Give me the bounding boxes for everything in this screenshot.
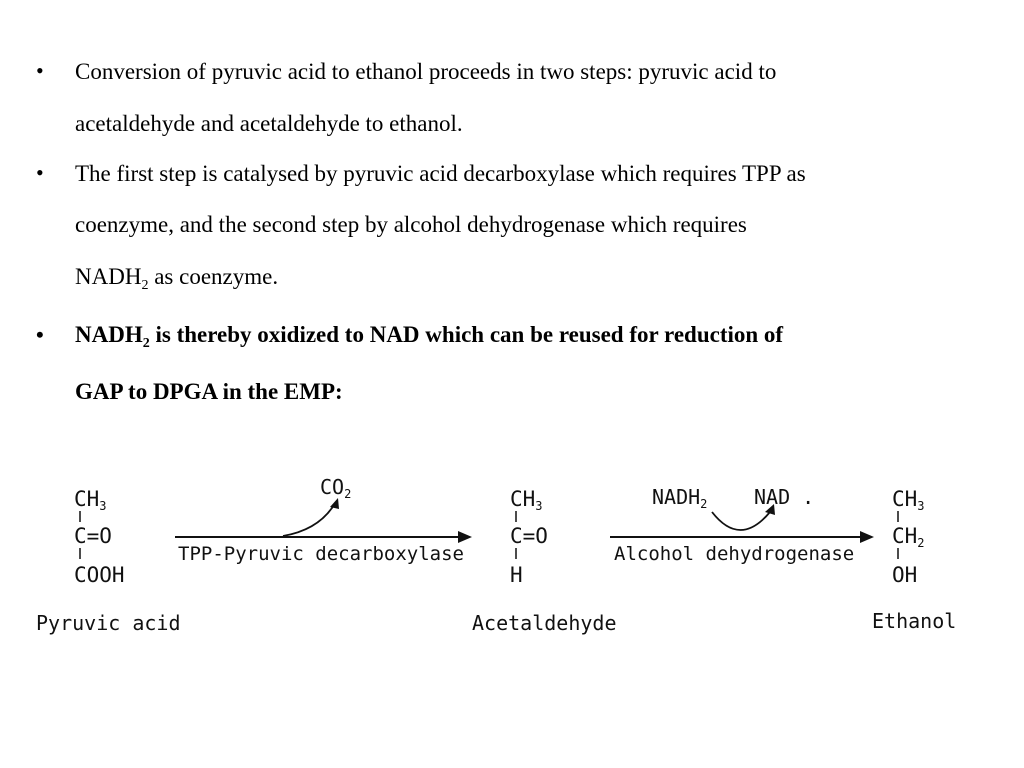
ethanol-structure bbox=[872, 487, 956, 633]
svg-text:H: H bbox=[510, 563, 523, 587]
svg-text:COOH: COOH bbox=[74, 563, 125, 587]
bullet-3-line-2: GAP to DPGA in the EMP: bbox=[75, 379, 343, 404]
acetaldehyde-label: Acetaldehyde bbox=[472, 611, 617, 635]
dehydrogenase-arrow bbox=[610, 485, 874, 565]
bullet-3-line-1: $NADH_2$ is thereby oxidized to NAD which can be reused for reduction of bbox=[75, 322, 784, 351]
bullet-marker: • bbox=[36, 58, 44, 83]
bullet-1-line-1: Conversion of pyruvic acid to ethanol proceeds in two steps: pyruvic acid to bbox=[75, 59, 777, 84]
bullet-2-line-1: The first step is catalysed by pyruvic acid decarboxylase which requires TPP as bbox=[75, 161, 806, 186]
bullet-2-line-2: coenzyme, and the second step by alcohol dehydrogenase which requires bbox=[75, 212, 747, 237]
bullet-1-line-2: acetaldehyde and acetaldehyde to ethanol. bbox=[75, 111, 463, 136]
bullet-marker: • bbox=[36, 160, 44, 185]
svg-text:C=O: C=O bbox=[74, 524, 112, 548]
nadh2-label: $NADH_2$ bbox=[652, 485, 708, 511]
dehydrogenase-label: Alcohol dehydrogenase bbox=[614, 543, 855, 565]
pyruvic-acid-label: Pyruvic acid bbox=[36, 611, 181, 635]
svg-text:OH: OH bbox=[892, 563, 918, 587]
decarboxylase-label: TPP-Pyruvic decarboxylase bbox=[178, 543, 464, 565]
acetaldehyde-structure bbox=[472, 487, 617, 635]
decarboxylase-arrow bbox=[175, 475, 472, 565]
ethanol-label: Ethanol bbox=[872, 609, 957, 633]
svg-text:C=O: C=O bbox=[510, 524, 548, 548]
svg-text:CH3: CH3 bbox=[74, 487, 107, 513]
fermentation-reaction-diagram bbox=[0, 470, 1024, 650]
nad-label: NAD . bbox=[754, 485, 815, 509]
svg-text:CH3: CH3 bbox=[510, 487, 543, 513]
co2-label: $CO_2$ bbox=[320, 475, 352, 501]
svg-text:CH3: CH3 bbox=[892, 487, 925, 513]
svg-text:CH2: CH2 bbox=[892, 524, 925, 550]
pyruvic-acid-structure bbox=[36, 487, 181, 635]
bullet-marker: • bbox=[36, 322, 44, 347]
bullet-2-line-3: $NADH_2$ as coenzyme. bbox=[75, 264, 279, 293]
